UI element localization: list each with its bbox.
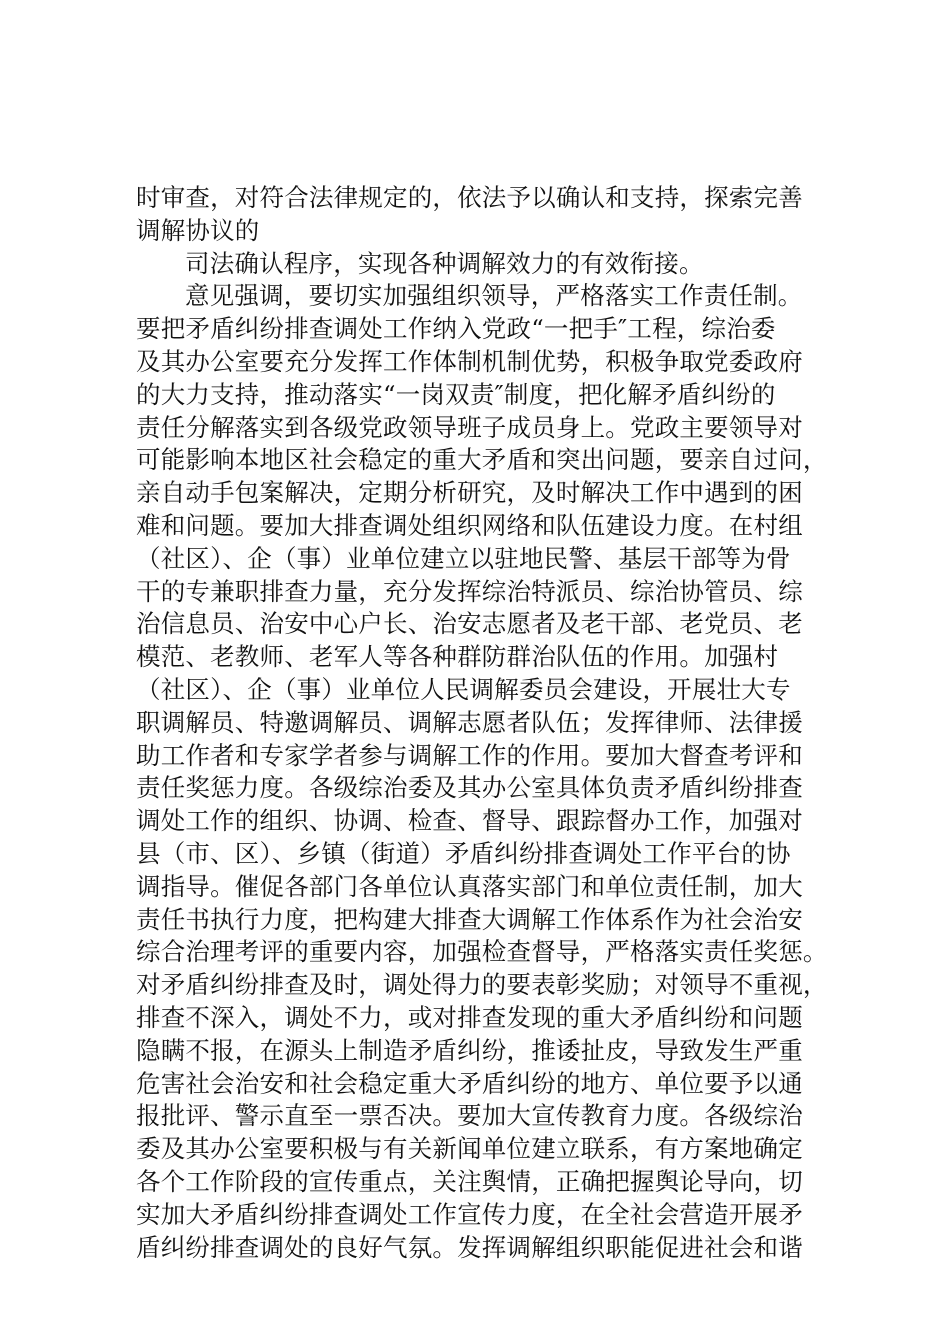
text-line: 报批评、警示直至一票否决。要加大宣传教育力度。各级综治 <box>136 1101 803 1131</box>
text-line: （社区）、企（事）业单位人民调解委员会建设，开展壮大专 <box>136 674 791 704</box>
text-line: 调指导。催促各部门各单位认真落实部门和单位责任制，加大 <box>136 871 803 901</box>
text-line: 责任奖惩力度。各级综治委及其办公室具体负责矛盾纠纷排查 <box>136 773 803 803</box>
text-line: 各个工作阶段的宣传重点，关注舆情，正确把握舆论导向，切 <box>136 1166 803 1196</box>
text-line: 实加大矛盾纠纷排查调处工作宣传力度，在全社会营造开展矛 <box>136 1199 803 1229</box>
text-line: （社区）、企（事）业单位建立以驻地民警、基层干部等为骨 <box>136 543 791 573</box>
text-line: 难和问题。要加大排查调处组织网络和队伍建设力度。在村组 <box>136 510 803 540</box>
text-line: 对矛盾纠纷排查及时，调处得力的要表彰奖励；对领导不重视， <box>136 970 828 1000</box>
text-line: 治信息员、治安中心户长、治安志愿者及老干部、老党员、老 <box>136 609 803 639</box>
text-line: 职调解员、特邀调解员、调解志愿者队伍；发挥律师、法律援 <box>136 707 803 737</box>
paragraph-start-line: 意见强调，要切实加强组织领导，严格落实工作责任制。 <box>185 281 803 311</box>
text-line: 调处工作的组织、协调、检查、督导、跟踪督办工作，加强对 <box>136 806 803 836</box>
text-line: 模范、老教师、老军人等各种群防群治队伍的作用。加强村 <box>136 642 779 672</box>
text-line: 助工作者和专家学者参与调解工作的作用。要加大督查考评和 <box>136 740 803 770</box>
text-line: 危害社会治安和社会稳定重大矛盾纠纷的地方、单位要予以通 <box>136 1068 803 1098</box>
text-line: 的大力支持，推动落实“一岗双责″制度，把化解矛盾纠纷的 <box>136 379 776 409</box>
text-line: 排查不深入，调处不力，或对排查发现的重大矛盾纠纷和问题 <box>136 1002 803 1032</box>
text-line: 司法确认程序，实现各种调解效力的有效衔接。 <box>185 248 704 278</box>
text-line: 干的专兼职排查力量，充分发挥综治特派员、综治协管员、综 <box>136 576 803 606</box>
text-line: 责任分解落实到各级党政领导班子成员身上。党政主要领导对 <box>136 412 803 442</box>
text-line: 综合治理考评的重要内容，加强检查督导，严格落实责任奖惩。 <box>136 937 828 967</box>
text-line: 可能影响本地区社会稳定的重大矛盾和突出问题，要亲自过问， <box>136 445 828 475</box>
text-line: 要把矛盾纠纷排查调处工作纳入党政“一把手″工程，综治委 <box>136 314 776 344</box>
text-line: 县（市、区）、乡镇（街道）矛盾纠纷排查调处工作平台的协 <box>136 838 791 868</box>
text-line: 责任书执行力度，把构建大排查大调解工作体系作为社会治安 <box>136 904 803 934</box>
text-line: 盾纠纷排查调处的良好气氛。发挥调解组织职能促进社会和谐 <box>136 1232 803 1262</box>
text-line: 及其办公室要充分发挥工作体制机制优势，积极争取党委政府 <box>136 346 803 376</box>
text-line: 亲自动手包案解决，定期分析研究，及时解决工作中遇到的困 <box>136 478 803 508</box>
text-line: 调解协议的 <box>136 215 260 245</box>
text-line: 委及其办公室要积极与有关新闻单位建立联系，有方案地确定 <box>136 1134 803 1164</box>
body-text <box>136 182 826 1264</box>
text-line: 隐瞒不报，在源头上制造矛盾纠纷，推诿扯皮，导致发生严重 <box>136 1035 803 1065</box>
text-line: 时审查，对符合法律规定的，依法予以确认和支持，探索完善 <box>136 183 803 212</box>
